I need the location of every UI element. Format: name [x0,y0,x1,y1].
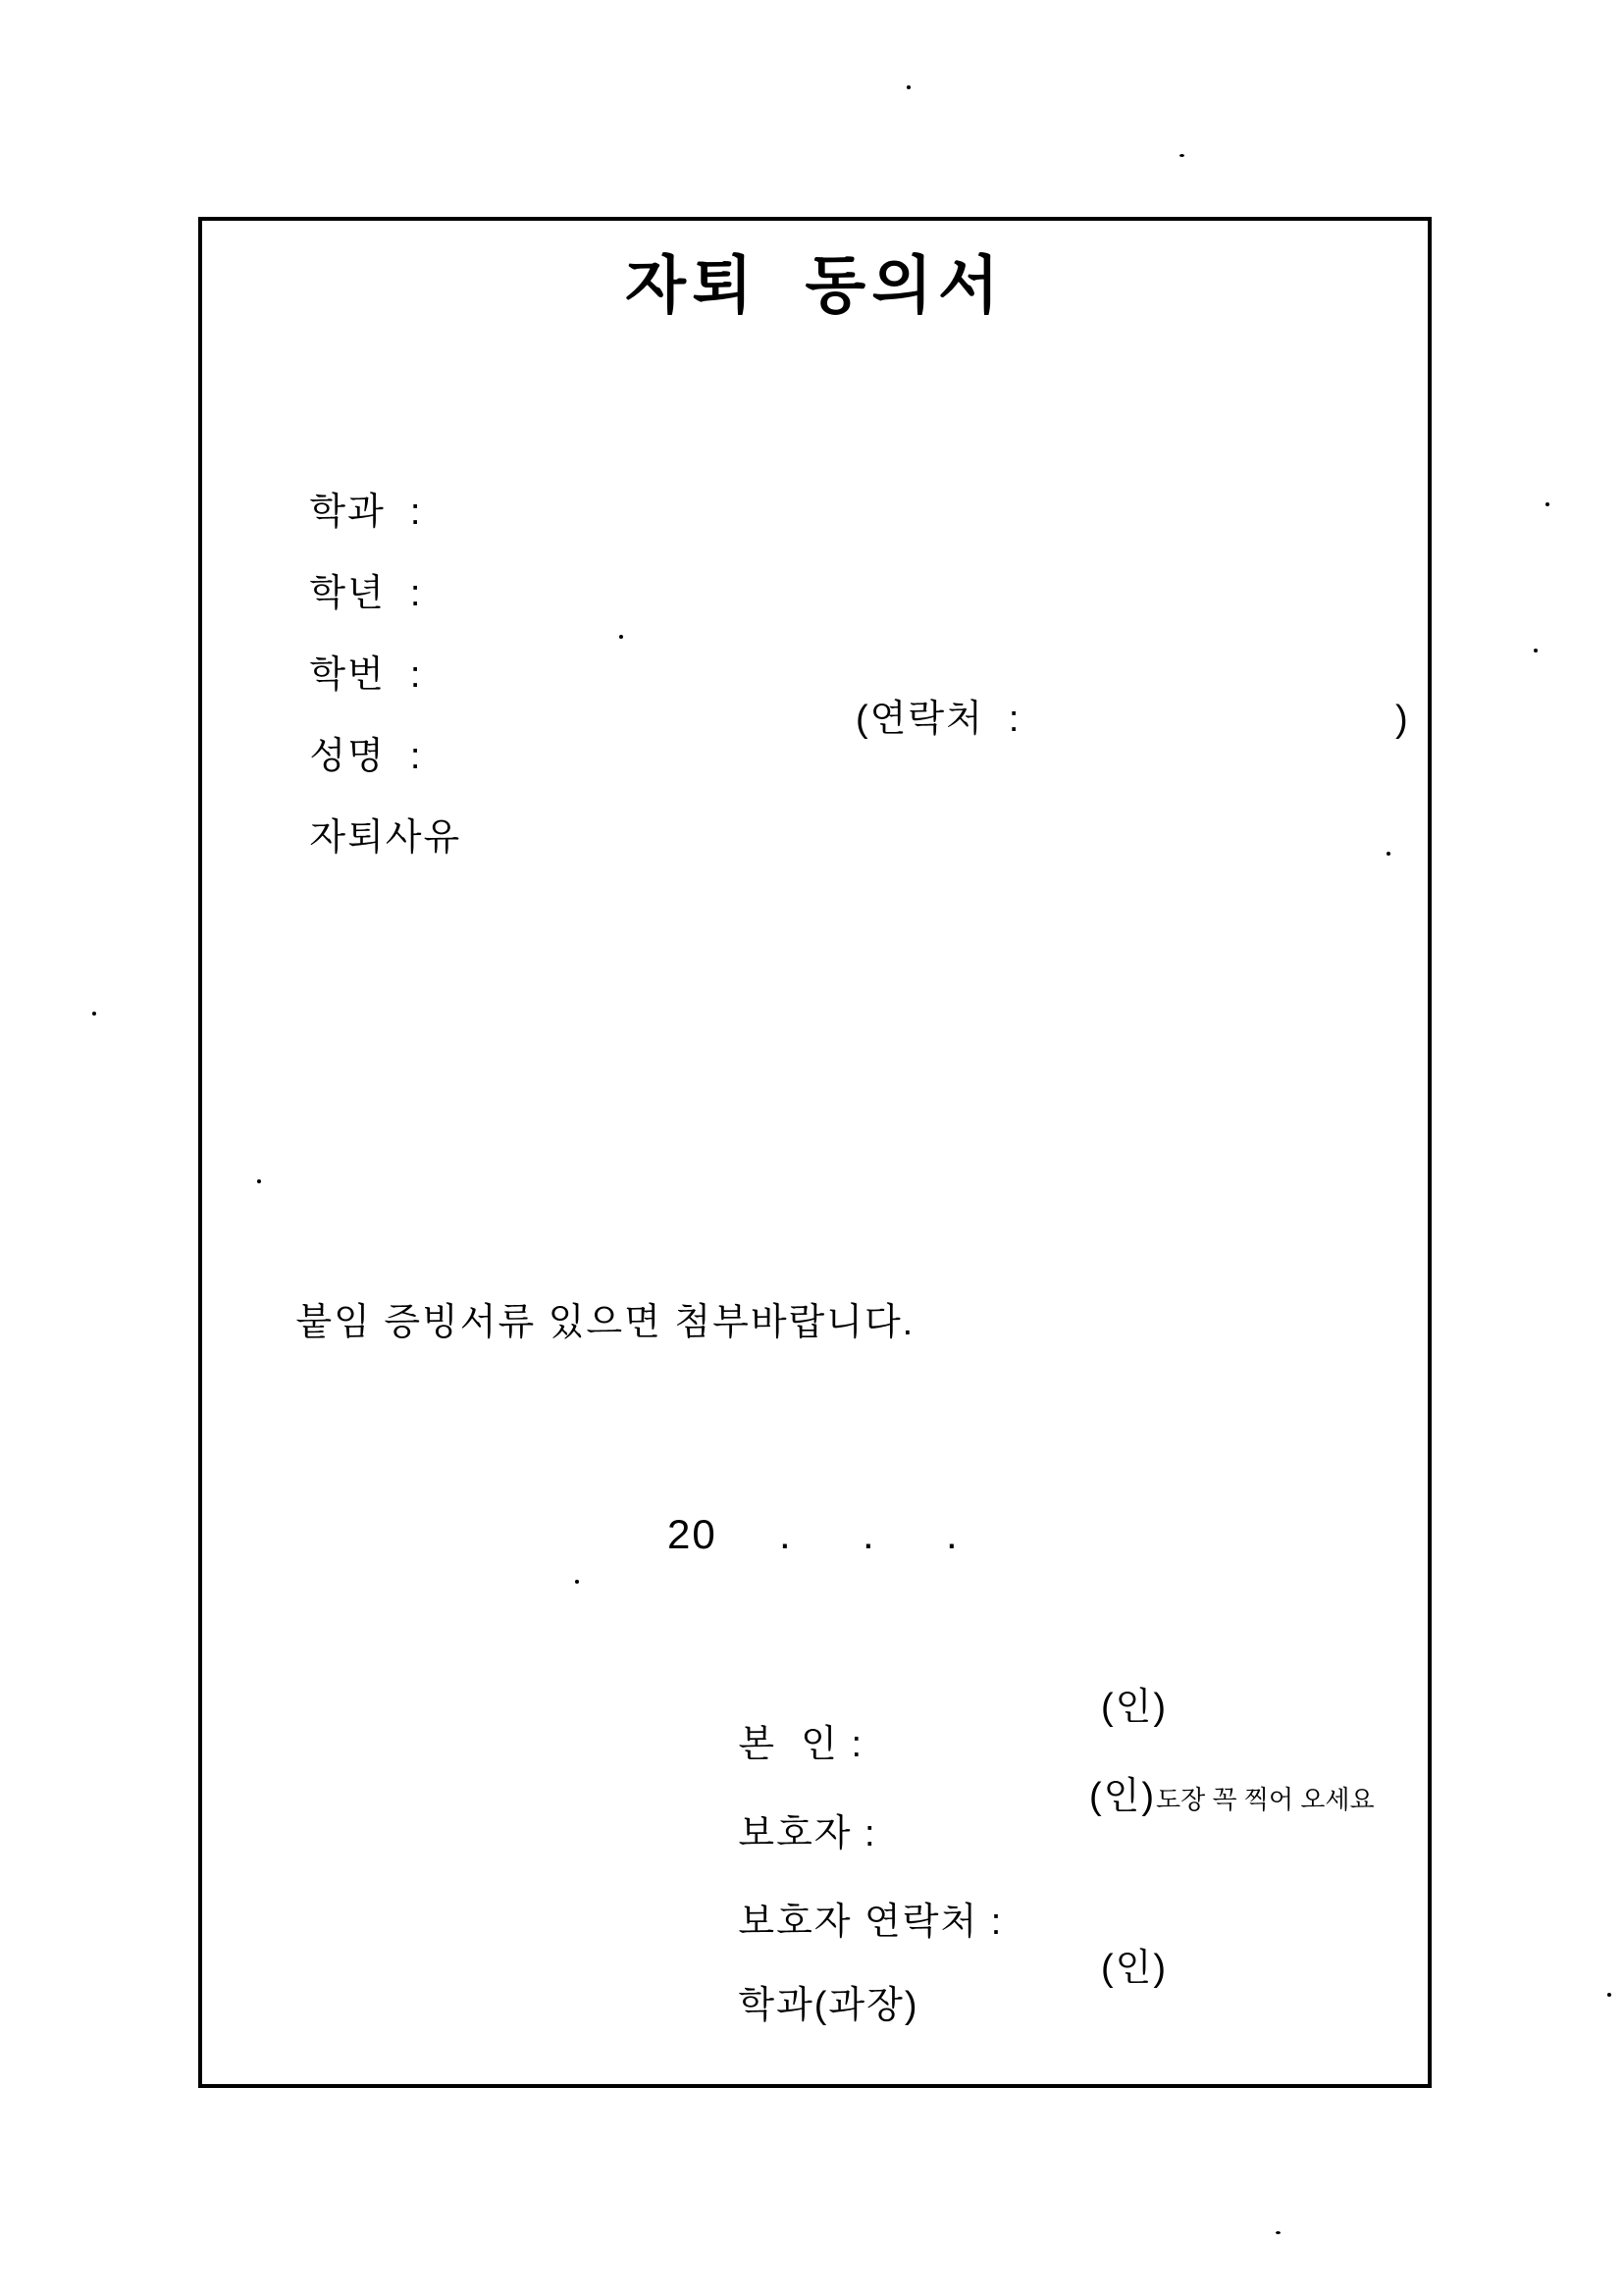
date-year-prefix: 20 [667,1511,717,1557]
guardian-seal-note: 도장 꼭 찍어 오세요 [1156,1785,1375,1814]
seal-mark-guardian: (인)도장 꼭 찍어 오세요 [1089,1776,1375,1817]
contact-field-open: (연락처 : [856,699,1021,740]
signature-row-department-head [664,1950,1428,2099]
scan-noise-dot [575,1580,579,1584]
scan-noise-dot [257,1179,261,1183]
date-dot-day: . [863,1511,876,1557]
scan-noise-dot [92,1012,96,1016]
scan-noise-dot [1607,1993,1611,1997]
scan-noise-dot [1276,2231,1281,2234]
signature-label-guardian: 보호자 : [738,1813,877,1854]
page-title: 자퇴 동의서 [625,250,1005,321]
scan-noise-dot [1545,502,1549,506]
signature-label-department-head: 학과(과장) [738,1985,919,2026]
attachment-notice: 붙임 증빙서류 있으면 첨부바랍니다. [295,1302,916,1343]
signature-label-self: 본 인 : [738,1724,864,1765]
contact-field-close: ) [1395,699,1410,740]
scan-noise-dot [1534,649,1538,652]
date-dot-end: . [946,1511,960,1557]
scan-noise-dot [1387,852,1390,856]
field-row-withdrawal-reason [236,782,461,894]
date-dot-month: . [779,1511,793,1557]
field-label-grade-year: 학년 : [309,573,423,614]
signature-label-guardian-contact: 보호자 연락처 : [738,1902,1004,1943]
field-label-name: 성명 : [309,736,423,777]
scan-noise-dot [619,635,623,639]
seal-mark-self: (인) [1101,1687,1169,1728]
scan-noise-dot [1179,154,1184,157]
seal-mark-department-head: (인) [1101,1948,1169,1989]
field-label-department: 학과 : [309,492,423,533]
scan-noise-dot [907,85,911,89]
field-label-withdrawal-reason: 자퇴사유 [309,817,462,859]
form-border-box [198,217,1432,2088]
field-label-student-id: 학번 : [309,654,423,696]
